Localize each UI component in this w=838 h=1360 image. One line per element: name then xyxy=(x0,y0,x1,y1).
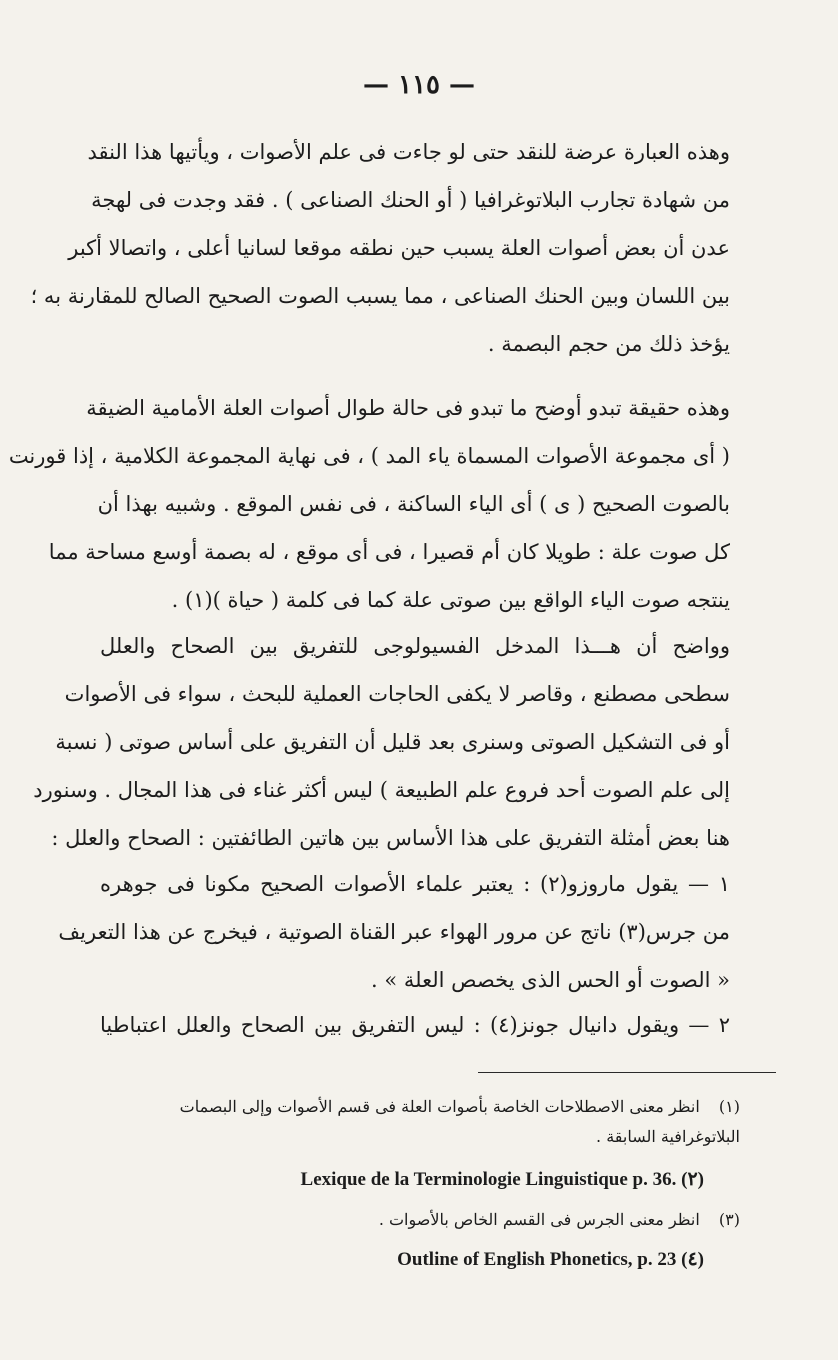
paragraph-line: بالصوت الصحيح ( ى ) أى الياء الساكنة ، فى نفس الموقع . وشبيه بهذا أن xyxy=(97,492,730,516)
footnote-2 xyxy=(100,1160,740,1200)
paragraph-line: يؤخذ ذلك من حجم البصمة . xyxy=(487,332,730,356)
footnote-1 xyxy=(100,1092,740,1160)
paragraph-line: ينتجه صوت الياء الواقع بين صوتى علة كما فى كلمة ( حياة )(١) . xyxy=(171,588,730,612)
footnote-3 xyxy=(100,1200,740,1240)
paragraph-line: ١ — يقول ماروزو(٢) : يعتبر علماء الأصوات الصحيح مكونا فى جوهره xyxy=(100,872,730,896)
footnote-number: (١) xyxy=(718,1097,740,1116)
footnote-text: انظر معنى الجرس فى القسم الخاص بالأصوات . xyxy=(378,1210,700,1229)
paragraph-line: وهذه العبارة عرضة للنقد حتى لو جاءت فى علم الأصوات ، ويأتيها هذا النقد xyxy=(87,140,730,164)
footnote-text: انظر معنى الاصطلاحات الخاصة بأصوات العلة فى قسم الأصوات وإلى البصمات البلاتوغرافية السابقة . xyxy=(179,1097,740,1146)
paragraph-line: بين اللسان وبين الحنك الصناعى ، مما يسبب الصوت الصحيح الصالح للمقارنة به ؛ xyxy=(30,284,730,308)
paragraph-line: إلى علم الصوت أحد فروع علم الطبيعة ) ليس أكثر غناء فى هذا المجال . وسنورد xyxy=(33,778,730,802)
paragraph-4 xyxy=(58,860,730,1004)
paragraph-line: أو فى التشكيل الصوتى وسنرى بعد قليل أن التفريق على أساس صوتى ( نسبة xyxy=(55,730,730,754)
paragraph-line: ٢ — ويقول دانيال جونز(٤) : ليس التفريق بين الصحاح والعلل اعتباطيا xyxy=(100,1013,730,1037)
paragraph-line: وهذه حقيقة تبدو أوضح ما تبدو فى حالة طوال أصوات العلة الأمامية الضيقة xyxy=(86,396,730,420)
page-number: — ١١٥ — xyxy=(362,70,476,100)
footnotes xyxy=(100,1092,740,1280)
paragraph-line: كل صوت علة : طويلا كان أم قصيرا ، فى أى موقع ، له بصمة أوسع مساحة مما xyxy=(48,540,730,564)
paragraph-line: عدن أن بعض أصوات العلة يسبب حين نطقه موقعا لسانيا أعلى ، واتصالا أكبر xyxy=(68,236,730,260)
footnote-text: Outline of English Phonetics, p. 23 xyxy=(397,1249,677,1270)
footnote-number: (٤) xyxy=(681,1249,704,1270)
footnote-divider xyxy=(478,1072,776,1073)
paragraph-1 xyxy=(30,128,730,368)
paragraph-line: سطحى مصطنع ، وقاصر لا يكفى الحاجات العملية للبحث ، سواء فى الأصوات xyxy=(64,682,730,706)
footnote-text: Lexique de la Terminologie Linguistique p. 36. xyxy=(300,1169,677,1190)
paragraph-line: من جرس(٣) ناتج عن مرور الهواء عبر القناة الصوتية ، فيخرج عن هذا التعريف xyxy=(58,920,730,944)
paragraph-5 xyxy=(100,1001,730,1049)
footnote-number: (٣) xyxy=(718,1210,740,1229)
paragraph-2 xyxy=(8,384,730,624)
paragraph-line: ( أى مجموعة الأصوات المسماة ياء المد ) ، فى نهاية المجموعة الكلامية ، إذا قورنت xyxy=(8,444,730,468)
paragraph-3 xyxy=(33,622,730,862)
footnote-number: (٢) xyxy=(681,1169,704,1190)
paragraph-line: وواضح أن هـــذا المدخل الفسيولوجى للتفريق بين الصحاح والعلل xyxy=(100,634,730,658)
footnote-4 xyxy=(100,1240,740,1280)
paragraph-line: من شهادة تجارب البلاتوغرافيا ( أو الحنك الصناعى ) . فقد وجدت فى لهجة xyxy=(91,188,730,212)
paragraph-line: هنا بعض أمثلة التفريق على هذا الأساس بين هاتين الطائفتين : الصحاح والعلل : xyxy=(51,826,730,850)
paragraph-line: « الصوت أو الحس الذى يخصص العلة » . xyxy=(371,968,730,992)
